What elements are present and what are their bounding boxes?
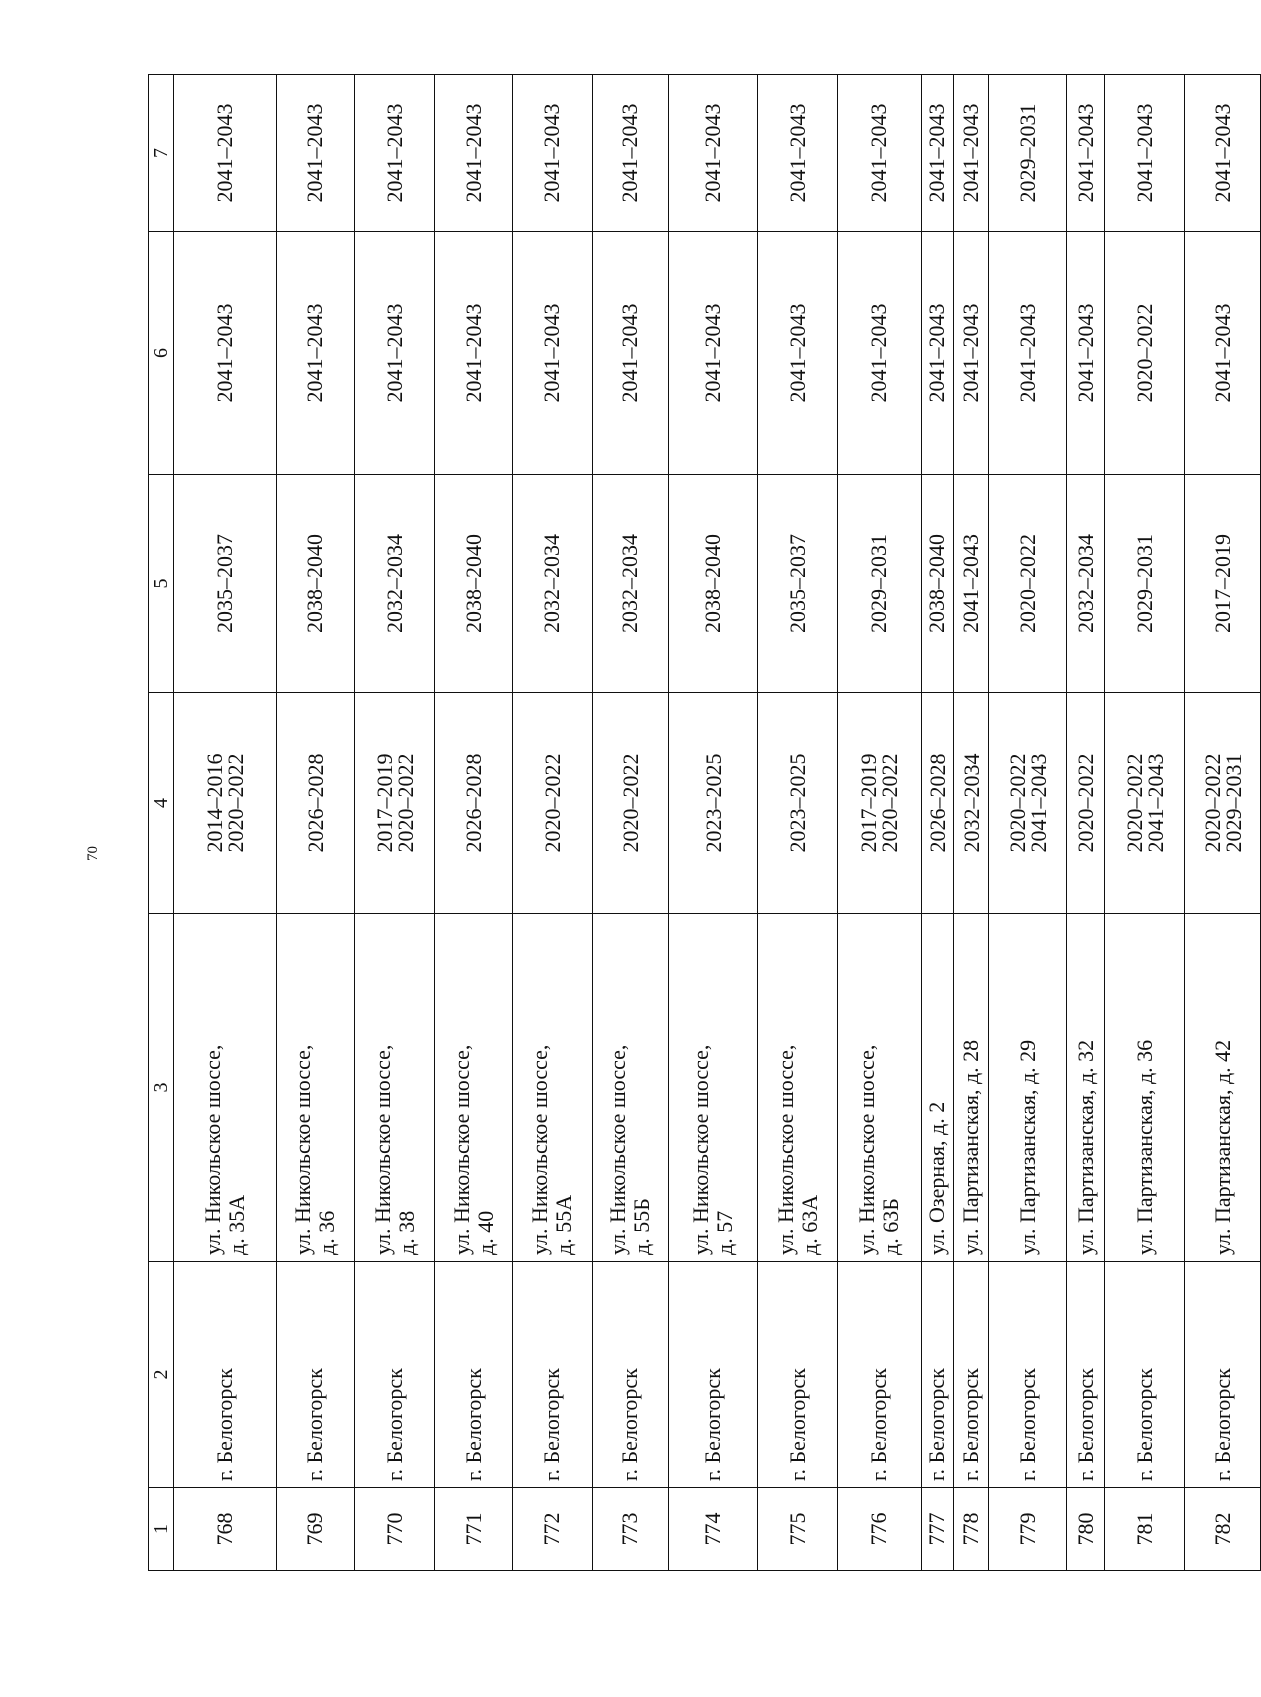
row-number: 777: [921, 1488, 954, 1571]
table-row: [1185, 75, 1261, 1571]
city-cell: г. Белогорск: [174, 1262, 277, 1488]
period-col-4-line: 2020–2022: [1199, 753, 1225, 853]
table-row: [838, 75, 921, 1571]
city-cell: г. Белогорск: [592, 1262, 669, 1488]
table-row: [757, 75, 838, 1571]
period-col-6: 2041–2043: [435, 232, 513, 475]
period-col-4: [838, 693, 921, 914]
period-col-5: 2038–2040: [669, 475, 757, 693]
row-number: 781: [1104, 1488, 1185, 1571]
header-col-3: 3: [149, 914, 174, 1262]
city-cell: г. Белогорск: [1067, 1262, 1105, 1488]
period-col-6: 2041–2043: [174, 232, 277, 475]
period-col-5: 2029–2031: [1104, 475, 1185, 693]
period-col-7: 2041–2043: [354, 75, 435, 232]
period-col-7: 2041–2043: [1067, 75, 1105, 232]
address-cell-line: д. 63Б: [878, 1198, 904, 1255]
table-row: [276, 75, 354, 1571]
address-cell-line: ул. Партизанская, д. 28: [958, 1039, 984, 1255]
address-cell: [592, 914, 669, 1262]
city-cell: г. Белогорск: [921, 1262, 954, 1488]
period-col-6: 2041–2043: [276, 232, 354, 475]
table-row: [513, 75, 592, 1571]
header-col-5: 5: [149, 475, 174, 693]
address-cell-line: д. 57: [712, 1210, 738, 1255]
period-col-7: 2041–2043: [1185, 75, 1261, 232]
row-number: 773: [592, 1488, 669, 1571]
period-col-5: 2041–2043: [954, 475, 989, 693]
period-col-5: 2032–2034: [513, 475, 592, 693]
header-row: [149, 75, 174, 1571]
period-col-4: [174, 693, 277, 914]
period-col-4: [757, 693, 838, 914]
period-col-5: 2032–2034: [354, 475, 435, 693]
address-cell-line: ул. Партизанская, д. 42: [1209, 1039, 1235, 1255]
period-col-4: [669, 693, 757, 914]
header-col-2: 2: [149, 1262, 174, 1488]
period-col-4-line: 2029–2031: [1220, 753, 1246, 853]
row-number: 780: [1067, 1488, 1105, 1571]
period-col-4: [592, 693, 669, 914]
period-col-5: 2029–2031: [838, 475, 921, 693]
address-cell: [669, 914, 757, 1262]
address-cell: [1104, 914, 1185, 1262]
city-cell: г. Белогорск: [838, 1262, 921, 1488]
table-row: [1067, 75, 1105, 1571]
row-number: 779: [989, 1488, 1067, 1571]
row-number: 772: [513, 1488, 592, 1571]
period-col-6: 2041–2043: [1185, 232, 1261, 475]
address-cell: [513, 914, 592, 1262]
city-cell: г. Белогорск: [989, 1262, 1067, 1488]
address-cell: [757, 914, 838, 1262]
period-col-6: 2041–2043: [838, 232, 921, 475]
address-cell-line: ул. Никольское шоссе,: [199, 1044, 225, 1255]
row-number: 782: [1185, 1488, 1261, 1571]
table-row: [435, 75, 513, 1571]
row-number: 771: [435, 1488, 513, 1571]
city-cell: г. Белогорск: [954, 1262, 989, 1488]
header-col-6: 6: [149, 232, 174, 475]
table-row: [1104, 75, 1185, 1571]
address-cell: [921, 914, 954, 1262]
address-cell-line: ул. Партизанская, д. 29: [1014, 1039, 1040, 1255]
period-col-5: 2032–2034: [1067, 475, 1105, 693]
period-col-7: 2041–2043: [174, 75, 277, 232]
period-col-5: 2020–2022: [989, 475, 1067, 693]
period-col-4: [276, 693, 354, 914]
period-col-5: 2035–2037: [174, 475, 277, 693]
period-col-4: [954, 693, 989, 914]
period-col-4-line: 2020–2022: [877, 753, 903, 853]
period-col-4-line: 2023–2025: [785, 753, 811, 853]
period-col-4-line: 2032–2034: [958, 753, 984, 853]
period-col-7: 2041–2043: [838, 75, 921, 232]
period-col-4-line: 2026–2028: [461, 753, 487, 853]
address-cell-line: ул. Никольское шоссе,: [605, 1044, 631, 1255]
city-cell: г. Белогорск: [354, 1262, 435, 1488]
row-number: 778: [954, 1488, 989, 1571]
table-body: [174, 75, 1261, 1571]
address-cell-line: д. 36: [314, 1210, 340, 1255]
period-col-4-line: 2020–2022: [1004, 753, 1030, 853]
address-cell: [354, 914, 435, 1262]
period-col-7: 2041–2043: [921, 75, 954, 232]
period-col-6: 2041–2043: [1067, 232, 1105, 475]
city-cell: г. Белогорск: [669, 1262, 757, 1488]
period-col-4-line: 2020–2022: [617, 753, 643, 853]
period-col-4: [1185, 693, 1261, 914]
period-col-4-line: 2020–2022: [1073, 753, 1098, 853]
page-number: 70: [85, 846, 101, 861]
address-cell-line: д. 55Б: [629, 1198, 655, 1255]
period-col-6: 2041–2043: [592, 232, 669, 475]
period-col-5: 2038–2040: [435, 475, 513, 693]
address-cell-line: ул. Никольское шоссе,: [854, 1044, 880, 1255]
period-col-4-line: 2020–2022: [392, 753, 418, 853]
period-col-7: 2041–2043: [954, 75, 989, 232]
period-col-4: [354, 693, 435, 914]
table-row: [921, 75, 954, 1571]
address-cell-line: д. 63А: [796, 1194, 822, 1255]
row-number: 768: [174, 1488, 277, 1571]
address-cell-line: ул. Никольское шоссе,: [772, 1044, 798, 1255]
period-col-4-line: 2017–2019: [371, 753, 397, 853]
table-row: [669, 75, 757, 1571]
address-cell-line: ул. Никольское шоссе,: [448, 1044, 474, 1255]
address-cell-line: ул. Никольское шоссе,: [527, 1044, 553, 1255]
period-col-6: 2041–2043: [669, 232, 757, 475]
row-number: 770: [354, 1488, 435, 1571]
table-row: [592, 75, 669, 1571]
period-col-4-line: 2020–2022: [1121, 753, 1147, 853]
row-number: 769: [276, 1488, 354, 1571]
city-cell: г. Белогорск: [1185, 1262, 1261, 1488]
period-col-6: 2041–2043: [757, 232, 838, 475]
city-cell: г. Белогорск: [1104, 1262, 1185, 1488]
address-cell: [174, 914, 277, 1262]
period-col-4-line: 2020–2022: [539, 753, 565, 853]
row-number: 775: [757, 1488, 838, 1571]
address-cell: [1067, 914, 1105, 1262]
period-col-4-line: 2026–2028: [924, 753, 950, 853]
city-cell: г. Белогорск: [513, 1262, 592, 1488]
header-col-4: 4: [149, 693, 174, 914]
period-col-6: 2020–2022: [1104, 232, 1185, 475]
address-cell-line: ул. Партизанская, д. 36: [1131, 1039, 1157, 1255]
period-col-4: [921, 693, 954, 914]
period-col-4-line: 2020–2022: [222, 753, 248, 853]
period-col-4: [513, 693, 592, 914]
table-header: [149, 75, 174, 1571]
table-row: [989, 75, 1067, 1571]
address-cell: [838, 914, 921, 1262]
period-col-6: 2041–2043: [513, 232, 592, 475]
period-col-7: 2041–2043: [669, 75, 757, 232]
row-number: 774: [669, 1488, 757, 1571]
period-col-4: [1104, 693, 1185, 914]
period-col-7: 2041–2043: [757, 75, 838, 232]
address-cell-line: ул. Никольское шоссе,: [688, 1044, 714, 1255]
table-row: [174, 75, 277, 1571]
period-col-6: 2041–2043: [354, 232, 435, 475]
address-cell-line: д. 35А: [223, 1194, 249, 1255]
header-col-7: 7: [149, 75, 174, 232]
period-col-5: 2032–2034: [592, 475, 669, 693]
address-cell: [435, 914, 513, 1262]
city-cell: г. Белогорск: [757, 1262, 838, 1488]
period-col-5: 2035–2037: [757, 475, 838, 693]
period-col-4: [435, 693, 513, 914]
period-col-4: [1067, 693, 1105, 914]
period-col-4-line: 2023–2025: [700, 753, 726, 853]
period-col-7: 2041–2043: [1104, 75, 1185, 232]
header-col-1: 1: [149, 1488, 174, 1571]
period-col-4-line: 2026–2028: [302, 753, 328, 853]
address-cell-line: ул. Никольское шоссе,: [290, 1044, 316, 1255]
period-col-6: 2041–2043: [921, 232, 954, 475]
period-col-6: 2041–2043: [989, 232, 1067, 475]
table-row: [354, 75, 435, 1571]
period-col-7: 2041–2043: [513, 75, 592, 232]
period-col-6: 2041–2043: [954, 232, 989, 475]
period-col-7: 2041–2043: [435, 75, 513, 232]
period-col-4: [989, 693, 1067, 914]
address-cell-line: д. 38: [393, 1210, 419, 1255]
address-cell-line: ул. Озерная, д. 2: [924, 1101, 950, 1255]
address-cell-line: д. 40: [472, 1210, 498, 1255]
schedule-table: [148, 74, 1261, 1571]
period-col-7: 2041–2043: [276, 75, 354, 232]
address-cell-line: ул. Партизанская, д. 32: [1072, 1039, 1098, 1255]
city-cell: г. Белогорск: [276, 1262, 354, 1488]
address-cell: [954, 914, 989, 1262]
table-row: [954, 75, 989, 1571]
address-cell: [276, 914, 354, 1262]
period-col-4-line: 2041–2043: [1025, 753, 1051, 853]
period-col-4-line: 2017–2019: [856, 753, 882, 853]
period-col-4-line: 2014–2016: [201, 753, 227, 853]
schedule-table-container: [148, 74, 1261, 1571]
address-cell-line: д. 55А: [551, 1194, 577, 1255]
period-col-5: 2038–2040: [921, 475, 954, 693]
city-cell: г. Белогорск: [435, 1262, 513, 1488]
period-col-5: 2038–2040: [276, 475, 354, 693]
address-cell: [1185, 914, 1261, 1262]
period-col-7: 2041–2043: [592, 75, 669, 232]
period-col-7: 2029–2031: [989, 75, 1067, 232]
address-cell: [989, 914, 1067, 1262]
row-number: 776: [838, 1488, 921, 1571]
period-col-4-line: 2041–2043: [1142, 753, 1168, 853]
period-col-5: 2017–2019: [1185, 475, 1261, 693]
address-cell-line: ул. Никольское шоссе,: [369, 1044, 395, 1255]
